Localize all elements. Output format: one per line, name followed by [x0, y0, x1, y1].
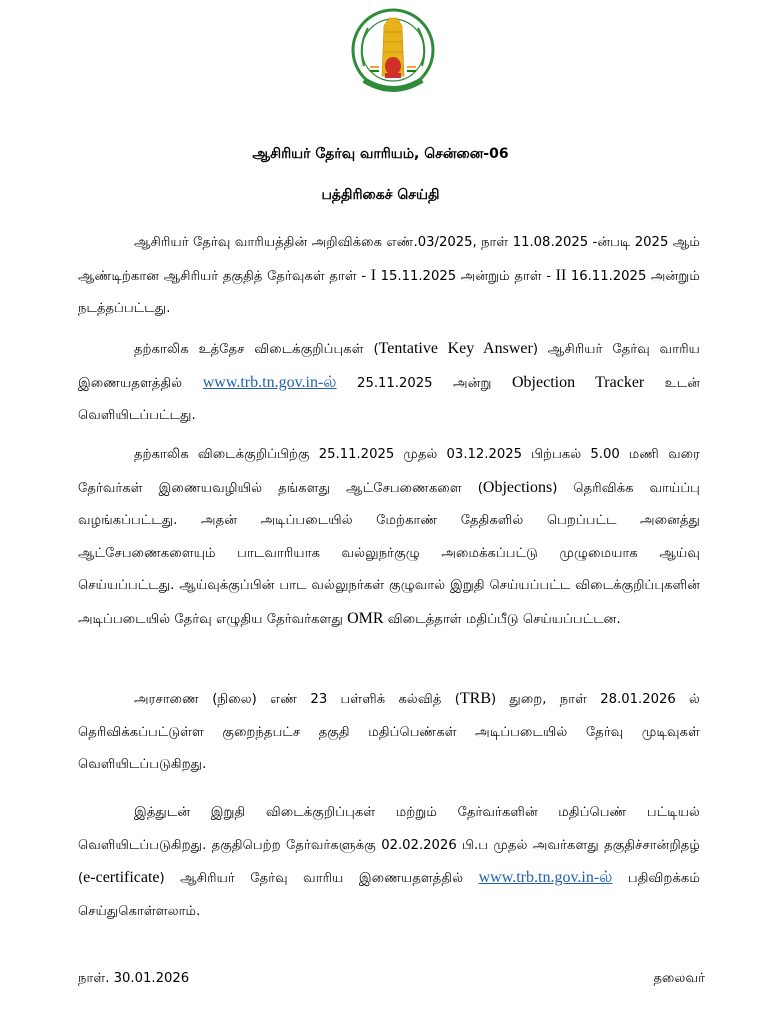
paragraph-exam-announcement: ஆசிரியர் தேர்வு வாரியத்தின் அறிவிக்கை எண்.03/2025, நாள் 11.08.2025 -ன்படி 2025 ஆம் ஆண்டிற்கான ஆசிரியர் தகுதித் தேர்வுகள் தாள் - I 15.11.2025 அன்றும் தாள் - II 16.11.2025 அன்றும் நடத்தப்பட்டது. [78, 235, 700, 316]
trb-website-link[interactable]: www.trb.tn.gov.in-ல் [202, 373, 337, 391]
paper-two-numeral: II [555, 266, 567, 284]
paper-one-numeral: I [370, 266, 377, 284]
signatory-title: தலைவர் [653, 971, 705, 986]
paragraph-government-order: அரசாணை (நிலை) எண் 23 பள்ளிக் கல்வித் (TRB) துறை, நாள் 28.01.2026 ல் தெரிவிக்கப்பட்டுள்ள குறைந்தபட்ச தகுதி மதிப்பெண்கள் அடிப்படையில் தேர்வு முடிவுகள் வெளியிடப்படுகிறது. [78, 690, 701, 772]
paragraph-objections: தற்காலிக விடைக்குறிப்பிற்கு 25.11.2025 முதல் 03.12.2025 பிற்பகல் 5.00 மணி வரை தேர்வர்கள் இணையவழியில் தங்களது ஆட்சேபணைகளை (Objections) தெரிவிக்க வாய்ப்பு வழங்கப்பட்டது. அதன் அடிப்படையில் மேற்காண் தேதிகளில் பெறப்பட்ட அனைத்து ஆட்சேபணைகளையும் பாடவாரியாக வல்லுநர்குழு அமைக்கப்பட்டு முழுமையாக ஆய்வு செய்யப்பட்டது. ஆய்வுக்குப்பின் பாட வல்லுநர்கள் குழுவால் இறுதி செய்யப்பட்ட விடைக்குறிப்புகளின் அடிப்படையில் தேர்வு எழுதிய தேர்வர்களது OMR விடைத்தாள் மதிப்பீடு செய்யப்பட்டன. [78, 447, 700, 627]
press-release-heading: பத்திரிகைச் செய்தி [321, 187, 440, 203]
organization-heading: ஆசிரியர் தேர்வு வாரியம், சென்னை-06 [252, 146, 509, 162]
paragraph-tentative-key: தற்காலிக உத்தேச விடைக்குறிப்புகள் (Tentative Key Answer) ஆசிரியர் தேர்வு வாரிய இணையதளத்தில் www.trb.tn.gov.in-ல் 25.11.2025 அன்று Objection Tracker உடன் வெளியிடப்பட்டது. [78, 340, 700, 423]
paragraph-results-certificate: இத்துடன் இறுதி விடைக்குறிப்புகள் மற்றும் தேர்வர்களின் மதிப்பெண் பட்டியல் வெளியிடப்படுகிறது. தகுதிபெற்ற தேர்வர்களுக்கு 02.02.2026 பி.ப முதல் அவர்களது தகுதிச்சான்றிதழ் (e-certificate) ஆசிரியர் தேர்வு வாரிய இணையதளத்தில் www.trb.tn.gov.in-ல் பதிவிறக்கம் செய்துகொள்ளலாம். [78, 805, 700, 919]
issue-date: நாள். 30.01.2026 [78, 971, 190, 986]
tamil-nadu-emblem-icon [350, 6, 436, 102]
trb-website-link[interactable]: www.trb.tn.gov.in-ல் [478, 869, 613, 886]
